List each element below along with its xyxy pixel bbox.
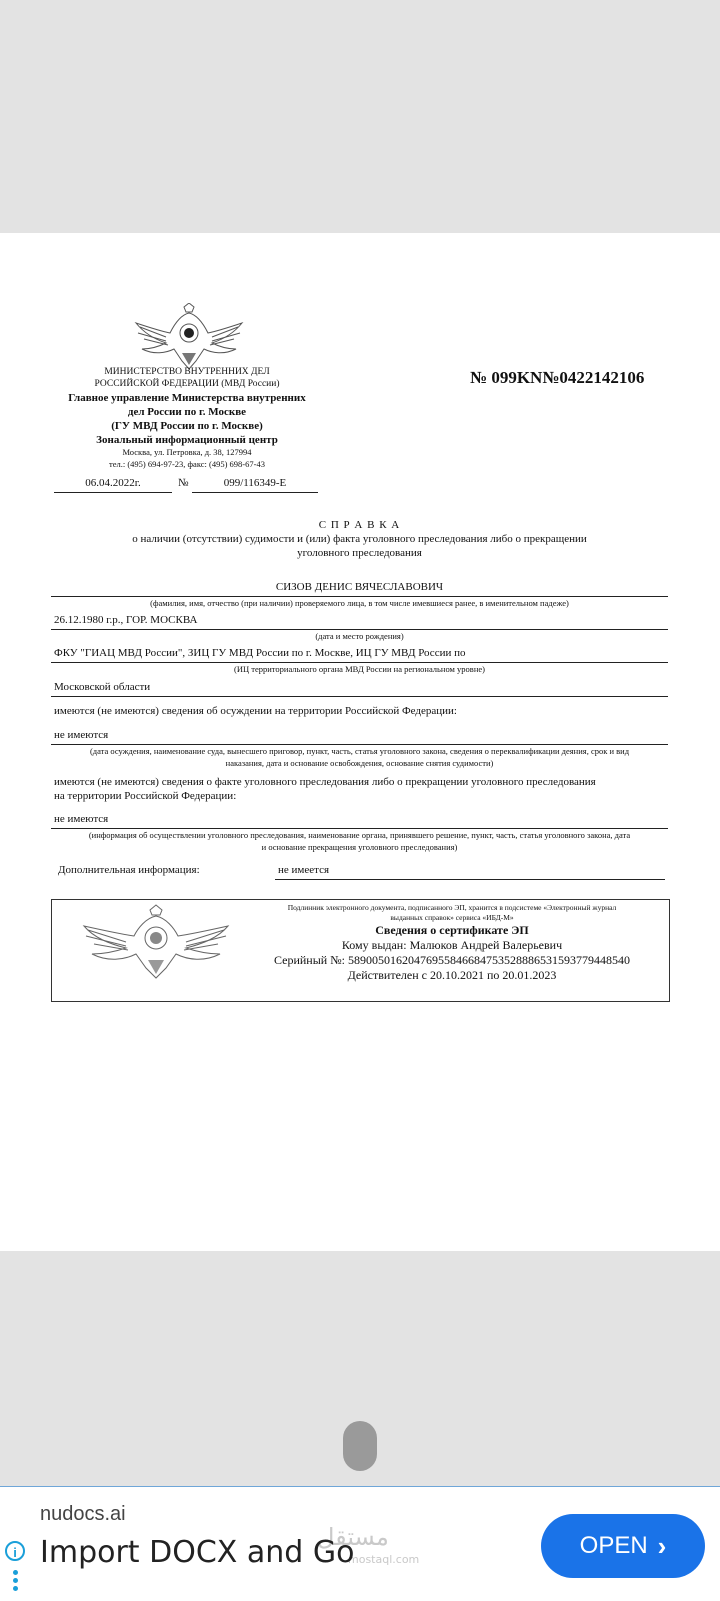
ic-caption: (ИЦ территориального органа МВД России на региональном уровне) — [234, 664, 485, 674]
dept-line2: дел России по г. Москве — [127, 406, 247, 418]
date-underline — [54, 492, 172, 493]
additional-info-label: Дополнительная информация: — [58, 864, 200, 876]
prosecution-line — [51, 828, 668, 829]
dept-line3: (ГУ МВД России по г. Москве) — [111, 420, 263, 432]
cert-note2: выданных справок» сервиса «ИБД-М» — [390, 913, 514, 922]
full-name-caption: (фамилия, имя, отчество (при наличии) проверяемого лица, в том числе имевшиеся ранее, в именительном падеже) — [150, 598, 569, 608]
prosecution-question1: имеются (не имеются) сведения о факте уголовного преследования либо о прекращении уголовного преследования — [54, 776, 596, 788]
cert-issued-to: Кому выдан: Малюков Андрей Валерьевич — [341, 938, 563, 952]
more-vert-icon[interactable] — [13, 1570, 19, 1594]
conviction-question: имеются (не имеются) сведения об осуждении на территории Российской Федерации: — [54, 705, 457, 717]
number-sign: № — [178, 477, 189, 489]
phones: тел.: (495) 694-97-23, факс: (495) 698-67-43 — [109, 459, 265, 469]
birth-line — [51, 629, 668, 630]
prosecution-answer: не имеются — [54, 813, 109, 825]
birth-info: 26.12.1980 г.р., ГОР. МОСКВА — [54, 614, 198, 626]
cert-serial: Серийный №: 589005016204769558466847535288865315937794485​40 — [273, 953, 630, 967]
additional-info-line — [275, 879, 665, 880]
prosecution-caption2: и основание прекращения уголовного преследования) — [261, 842, 458, 852]
ad-banner[interactable] — [0, 1486, 720, 1601]
full-name: СИЗОВ ДЕНИС ВЯЧЕСЛАВОВИЧ — [275, 581, 444, 593]
ic-line2-rule — [51, 696, 668, 697]
ad-open-button[interactable] — [541, 1514, 705, 1578]
ministry-line2: РОССИЙСКОЙ ФЕДЕРАЦИИ (МВД России) — [94, 379, 280, 389]
mvd-eagle-emblem-icon — [130, 303, 248, 373]
prosecution-question2: на территории Российской Федерации: — [54, 790, 237, 802]
conviction-caption1: (дата осуждения, наименование суда, вынесшего приговор, пункт, часть, статья уголовного закона, сведения о переквалификации деяния, срок и вид — [89, 746, 630, 756]
document-title: С П Р А В К А — [318, 519, 401, 531]
signature-certificate-box — [51, 899, 670, 1002]
ad-open-label: OPEN — [579, 1532, 648, 1559]
document-page[interactable] — [0, 233, 720, 1251]
scroll-handle[interactable] — [343, 1421, 377, 1471]
mvd-eagle-emblem-icon — [80, 904, 232, 982]
issue-date: 06.04.2022г. — [85, 477, 141, 489]
ministry-line1: МИНИСТЕРСТВО ВНУТРЕННИХ ДЕЛ — [104, 367, 270, 377]
ref-underline — [192, 492, 318, 493]
title-line1: о наличии (отсутствии) судимости и (или) факта уголовного преследования либо о прекращении — [132, 533, 587, 545]
ic-line — [51, 662, 668, 663]
cert-title: Сведения о сертификате ЭП — [375, 923, 529, 937]
chevron-right-icon: › — [657, 1530, 667, 1561]
watermark-logo: مستقل — [317, 1523, 389, 1551]
ic-line1: ФКУ "ГИАЦ МВД России", ЗИЦ ГУ МВД России по г. Москве, ИЦ ГУ МВД России по — [54, 647, 466, 659]
full-name-line — [51, 596, 668, 597]
ad-title[interactable]: Import DOCX and Go — [40, 1535, 355, 1570]
document-number: № 099KN№0422142106 — [470, 368, 645, 387]
cert-validity: Действителен с 20.10.2021 по 20.01.2023 — [347, 968, 557, 982]
watermark-domain: mostaql.com — [348, 1553, 420, 1566]
cert-note1: Подлинник электронного документа, подписанного ЭП, хранится в подсистеме «Электронный журнал — [287, 903, 617, 912]
title-line2: уголовного преследования — [297, 547, 422, 559]
center-name: Зональный информационный центр — [96, 434, 278, 446]
prosecution-caption1: (информация об осуществлении уголовного преследования, наименование органа, принявшего решение, пункт, часть, статья уголовного закона, дата — [88, 830, 631, 840]
conviction-answer: не имеются — [54, 729, 109, 741]
address: Москва, ул. Петровка, д. 38, 127994 — [122, 447, 252, 457]
info-icon[interactable]: i — [5, 1541, 25, 1561]
ad-domain[interactable]: nudocs.ai — [40, 1503, 126, 1525]
reference-number: 099/116349-Е — [223, 477, 287, 489]
dept-line1: Главное управление Министерства внутренних — [68, 392, 306, 404]
conviction-caption2: наказания, дата и основание освобождения, основание снятия судимости) — [225, 758, 494, 768]
birth-caption: (дата и место рождения) — [315, 631, 404, 641]
additional-info-value: не имеется — [278, 864, 330, 876]
conviction-line — [51, 744, 668, 745]
ic-line2: Московской области — [54, 681, 151, 693]
